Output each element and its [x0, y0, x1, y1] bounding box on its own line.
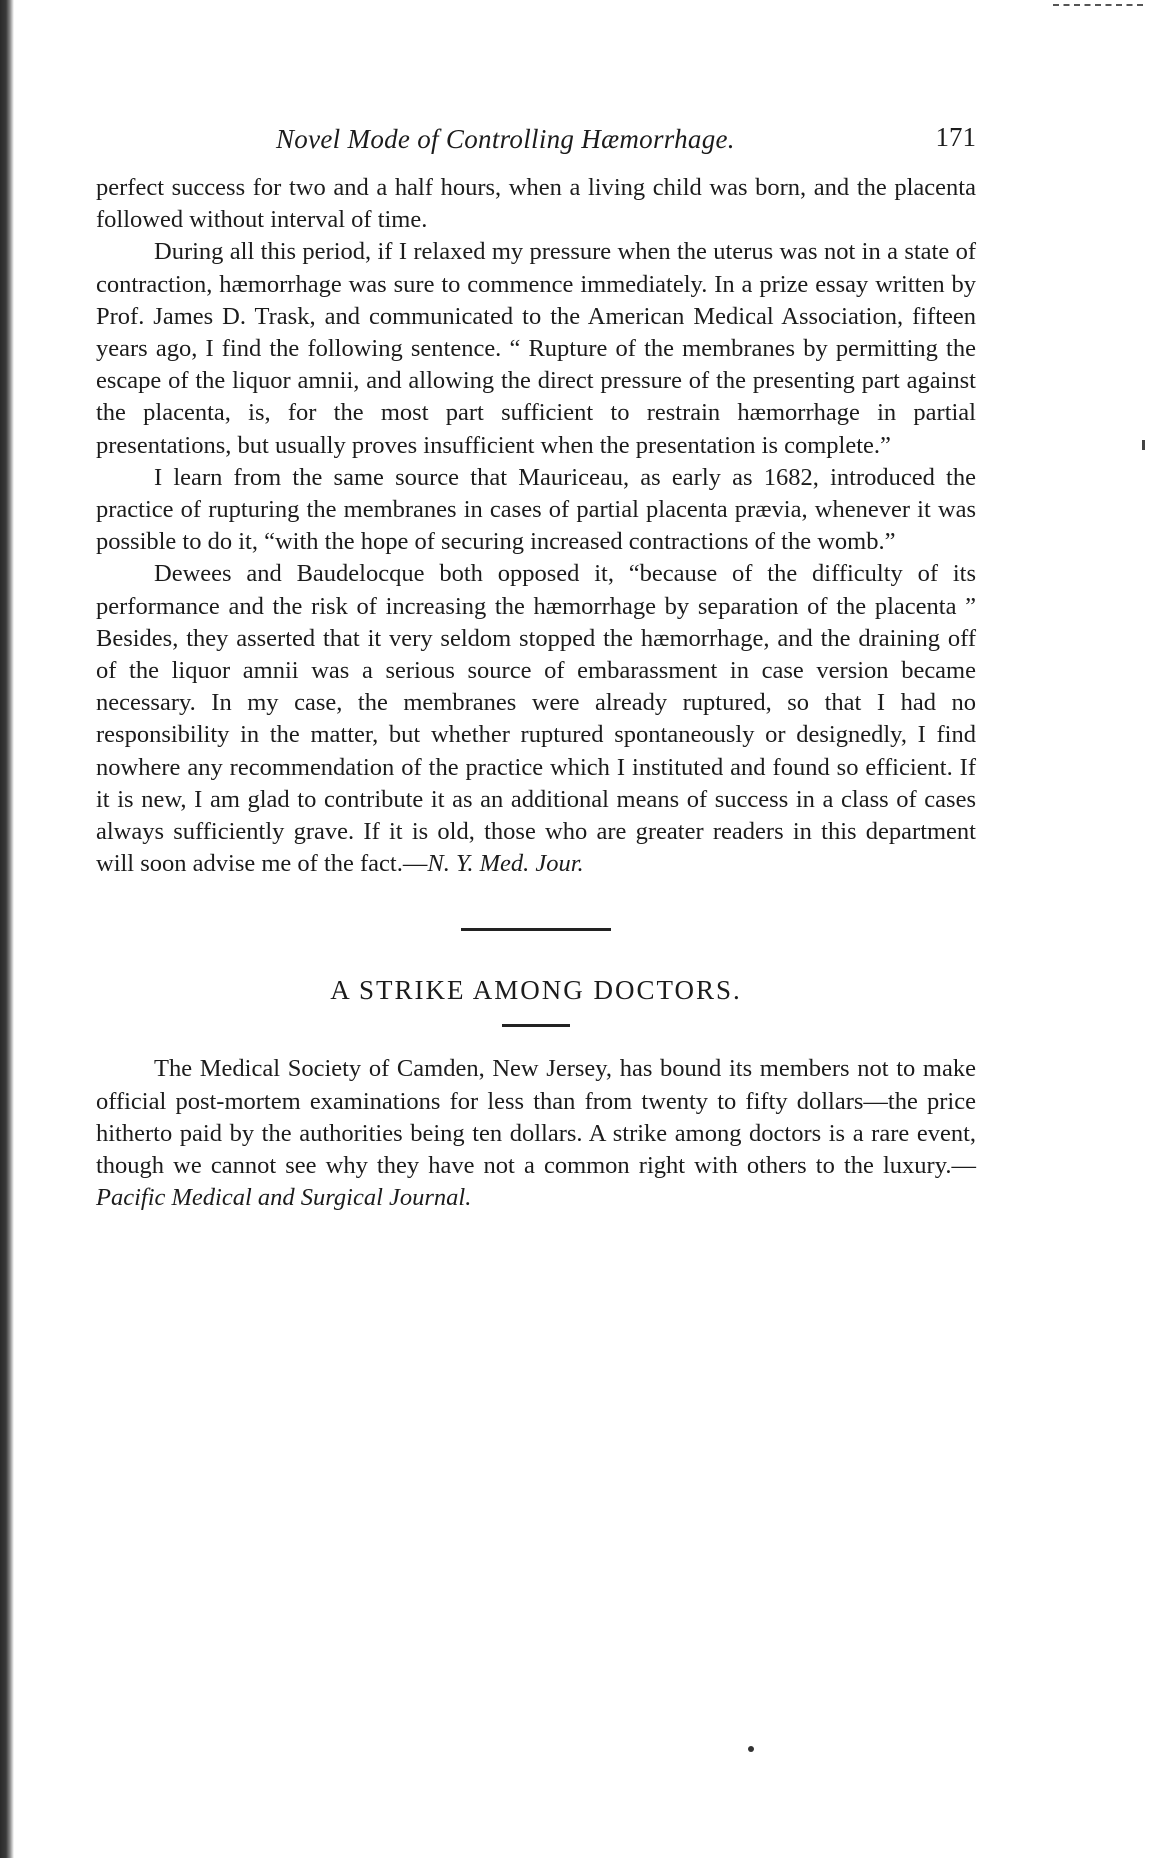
- paragraph-3: I learn from the same source that Mauriceau, as early as 1682, introduced the practice of rupturing the membranes in cases of partial placenta prævia, whenever it was possible to do it, “with the hope of securing increased contractions of the womb.”: [96, 463, 976, 556]
- book-page: [96, 120, 976, 1214]
- strike-paragraph-text: The Medical Society of Camden, New Jersey, has bound its members not to make official post-mortem examinations for less than from twenty to fifty dollars—the price hitherto paid by the authorities being ten dollars. A strike among doctors is a rare event, though we cannot see why they have not a common right with others to the luxury.—: [96, 1055, 976, 1180]
- article-novel-mode: [96, 172, 976, 880]
- citation-source: N. Y. Med. Jour.: [427, 850, 584, 878]
- running-head: [96, 120, 976, 160]
- corner-scan-marks: [1053, 4, 1143, 9]
- paragraph-4: [96, 558, 976, 880]
- article-strike-among-doctors: [96, 1053, 976, 1214]
- section-title-strike: A STRIKE AMONG DOCTORS.: [330, 975, 742, 1006]
- running-title: Novel Mode of Controlling Hæmorrhage.: [276, 124, 735, 154]
- margin-mark: [1142, 440, 1145, 450]
- paragraph-2: During all this period, if I relaxed my pressure when the uterus was not in a state of contraction, hæmorrhage was sure to commence immediately. In a prize essay written by Prof. James D. Trask, and communicated to the American Medical Association, fifteen years ago, I find the following sentence. “ Rupture of the membranes by permitting the escape of the liquor amnii, and allowing the direct pressure of the presenting part against the placenta, is, for the most part sufficient to restrain hæmorrhage in partial presentations, but usually proves insufficient when the presentation is complete.”: [96, 238, 976, 459]
- title-underline-rule: [502, 1024, 570, 1027]
- paragraph-1: perfect success for two and a half hours, when a living child was born, and the placenta followed without interval of time.: [96, 174, 976, 234]
- strike-paragraph: [96, 1053, 976, 1214]
- book-binding-edge: [0, 0, 14, 1858]
- ink-speck: [748, 1746, 754, 1752]
- page-number: 171: [935, 122, 976, 152]
- strike-citation-source: Pacific Medical and Surgical Journal.: [96, 1184, 472, 1212]
- paragraph-4-text: Dewees and Baudelocque both opposed it, “because of the difficulty of its performance and the risk of increasing the hæmorrhage by separation of the placenta ” Besides, they asserted that it very seldom stopped the hæmorrhage, and the draining off of the liquor amnii was a serious source of embarassment in case version became necessary. In my case, the membranes were already ruptured, so that I had no responsibility in the matter, but whether ruptured spontaneously or designedly, I find nowhere any recommendation of the practice which I instituted and found so efficient. If it is new, I am glad to contribute it as an additional means of success in a class of cases always sufficiently grave. If it is old, those who are greater readers in this department will soon advise me of the fact.—: [96, 560, 976, 878]
- section-divider-rule: [461, 928, 611, 931]
